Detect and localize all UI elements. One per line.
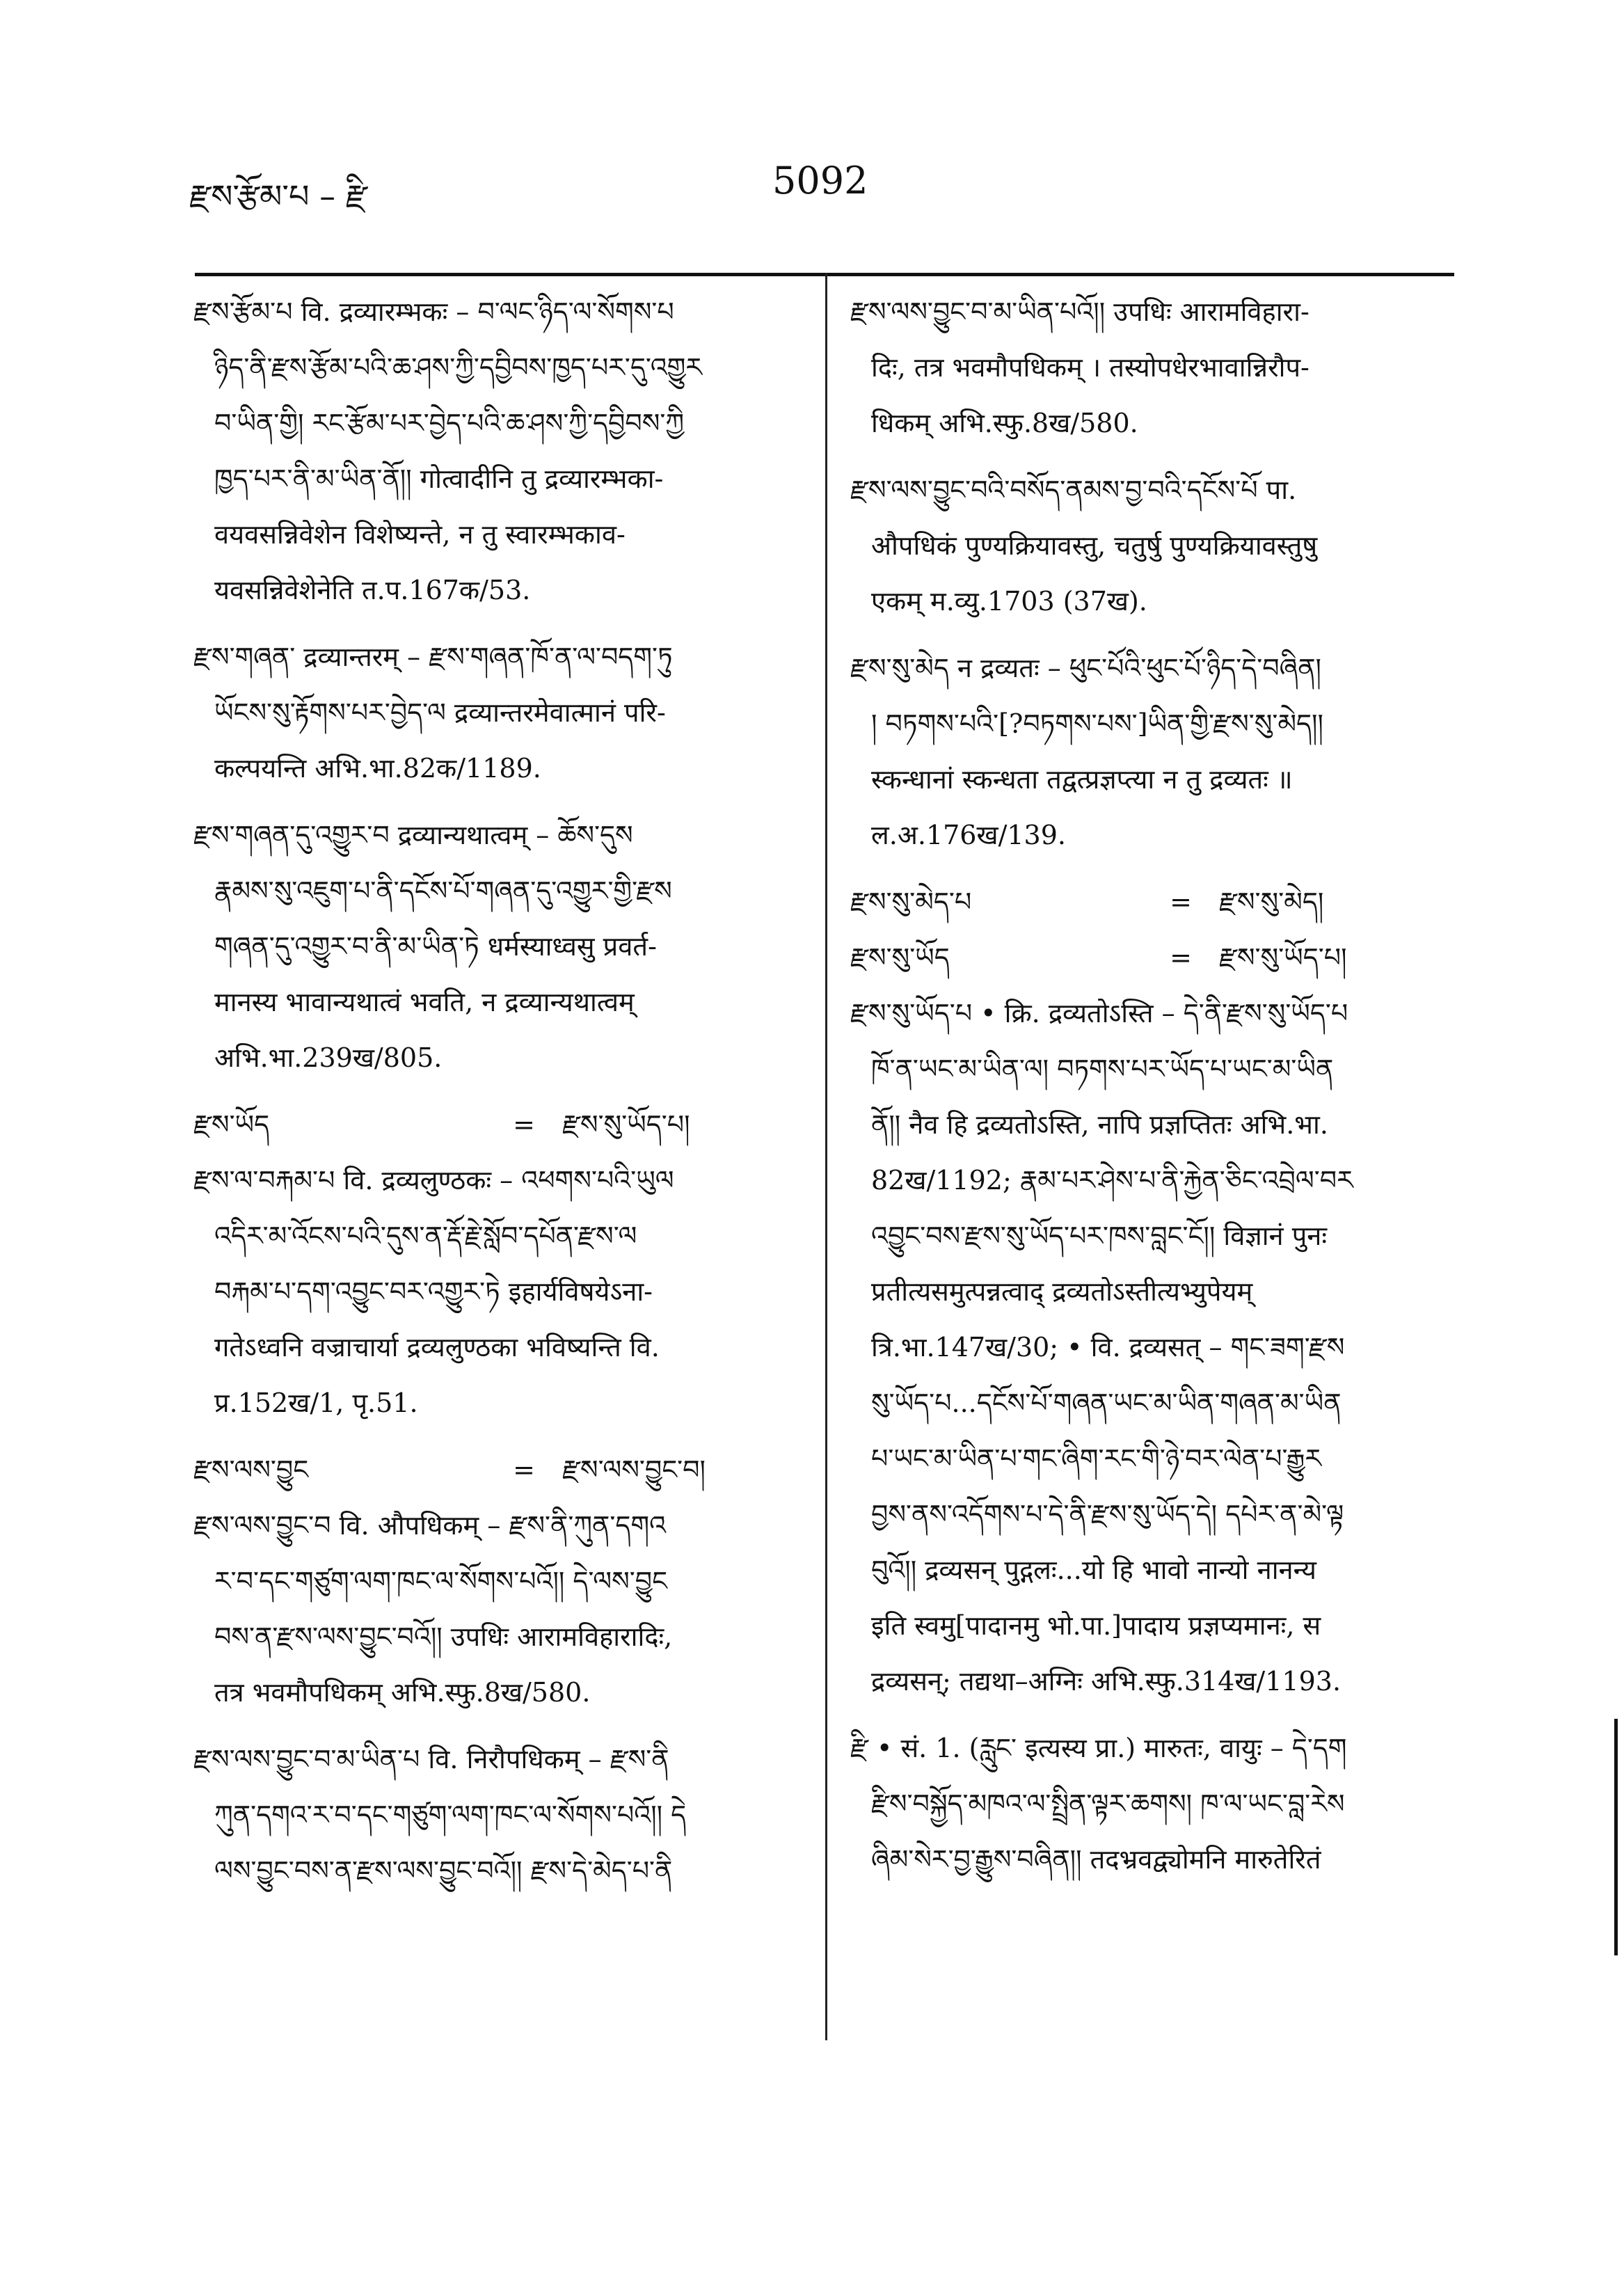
entry-line: ཀུན་དགའ་ར་བ་དང་གཙུག་ལག་ཁང་ལ་སོགས་པའོ།། དེ [214, 1800, 687, 1830]
xref-target: རྫས་སུ་མེད། [1219, 887, 1324, 917]
xref-target: རྫས་སུ་ཡོད་པ། [1219, 942, 1347, 973]
entry-line: द्रव्यसन्; तद्यथा–अग्निः अभि.स्फु.314ख/1193. [871, 1666, 1342, 1697]
dictionary-entry [193, 284, 806, 618]
entry-headline: རྫས་ལ་བརྐམ་པ वि. द्रव्यलुण्ठकः – འཕགས་པའི་ཡུལ [193, 1165, 674, 1196]
entry-line: བུའོ།། द्रव्यसन् पुद्गलः...यो हि भावो नान्यो नानन्य [871, 1555, 1316, 1585]
dictionary-entry [850, 462, 1463, 629]
xref-target: རྫས་སུ་ཡོད་པ། [562, 1109, 690, 1140]
entry-line: ཁྱད་པར་ནི་མ་ཡིན་ནོ།། गोत्वादीनि तु द्रव्यारम्भका- [214, 463, 664, 494]
entry-headline: རྫས་གཞན་ द्रव्यान्तरम् – རྫས་གཞན་ཁོ་ན་ལ་བདག་ཏུ [193, 642, 673, 672]
dictionary-entry [193, 1498, 806, 1720]
dictionary-entry [850, 1720, 1463, 1887]
entry-line: दिः, तत्र भवमौपधिकम् । तस्योपधेरभावान्निरौप- [871, 352, 1309, 383]
entry-line: འདིར་མ་འོངས་པའི་དུས་ན་རྡོ་རྗེ་སློབ་དཔོན་རྫས་ལ [214, 1221, 637, 1251]
entry-line: ར་བ་དང་གཙུག་ལག་ཁང་ལ་སོགས་པའོ།། དེ་ལས་བྱུང [214, 1566, 668, 1596]
entry-line: गतेऽध्वनि वज्राचार्या द्रव्यलुण्ठका भविष्यन्ति वि. [214, 1332, 660, 1363]
dictionary-entry [850, 985, 1463, 1709]
xref-target: རྫས་ལས་བྱུང་བ། [562, 1454, 706, 1485]
entry-line: འབྱུང་བས་རྫས་སུ་ཡོད་པར་ཁས་བླང་ངོ།། विज्ञानं पुनः [871, 1221, 1328, 1251]
entry-line: ལས་བྱུང་བས་ན་རྫས་ལས་བྱུང་བའོ།། རྫས་དེ་མེད་པ་ནི [214, 1855, 673, 1886]
entry-line: གཞན་དུ་འགྱུར་བ་ནི་མ་ཡིན་ཏེ धर्मस्याध्वसु प्रवर्त- [214, 931, 657, 962]
entry-line: སུ་ཡོད་པ...དངོས་པོ་གཞན་ཡང་མ་ཡིན་གཞན་མ་ཡིན [871, 1388, 1342, 1418]
header-rule [195, 273, 1454, 276]
cross-reference-entry [850, 874, 1463, 930]
xref-equals: = [513, 1454, 535, 1485]
entry-line: ། བཏགས་པའི་[?བཏགས་པས་]ཡིན་གྱི་རྫས་སུ་མེད།། [871, 708, 1323, 739]
page-number: 5092 [772, 159, 868, 203]
entry-line: ནོ།། नैव हि द्रव्यतोऽस्ति, नापि प्रज्ञप्तितः अभि.भा. [871, 1109, 1328, 1140]
entry-line: धिकम् अभि.स्फु.8ख/580. [871, 408, 1138, 438]
entry-line: वयवसन्निवेशेन विशेष्यन्ते, न तु स्वारम्भकाव- [214, 519, 626, 550]
entry-line: བརྐམ་པ་དག་འབྱུང་བར་འགྱུར་ཏེ इहार्यविषयेऽना- [214, 1276, 653, 1307]
entry-headline: རྫས་གཞན་དུ་འགྱུར་བ द्रव्यान्यथात्वम् – ཆོས་དུས [193, 820, 633, 850]
entry-line: त्रि.भा.147ख/30; • वि. द्रव्यसत् – གང་ཟག་རྫས [871, 1332, 1345, 1363]
entry-headline: རྫི • सं. 1. (རླུང་ इत्यस्य प्रा.) मारुतः, वायुः – དེ་དག [850, 1733, 1347, 1763]
entry-line: प्र.152ख/1, पृ.51. [214, 1388, 418, 1418]
dictionary-entry [193, 629, 806, 796]
xref-term: རྫས་སུ་མེད་པ [850, 887, 972, 917]
dictionary-entry [850, 640, 1463, 863]
entry-line: ཞིམ་སེར་བྱ་རྒྱུས་བཞིན།། तदभ्रवद्व्योमनि मारुतेरितं [871, 1844, 1321, 1875]
entry-line: स्कन्धानां स्कन्धता तद्वत्प्रज्ञप्त्या न तु द्रव्यतः ॥ [871, 764, 1293, 795]
entry-line: རྫིས་བསྐྱོད་མཁའ་ལ་སྤྲིན་ལྟར་ཆགས། ཁ་ལ་ཡང་བླ་རེས [871, 1788, 1345, 1819]
entry-line: प्रतीत्यसमुत्पन्नत्वाद् द्रव्यतोऽस्तीत्यभ्युपेयम् [871, 1276, 1253, 1307]
entry-headline: རྫས་ལས་བྱུང་བའི་བསོད་ནམས་བྱ་བའི་དངོས་པོ पा. [850, 475, 1297, 505]
column-divider [825, 273, 827, 2040]
entry-line: अभि.भा.239ख/805. [214, 1042, 443, 1073]
entry-line: ल.अ.176ख/139. [871, 820, 1066, 850]
header-headword-range: རྫས་རྩོམ་པ – རྫི [189, 177, 368, 215]
entry-line: औपधिकं पुण्यक्रियावस्तु, चतुर्षु पुण्यक्रियावस्तुषु [871, 530, 1318, 561]
xref-equals: = [513, 1109, 535, 1140]
dictionary-entry [193, 1731, 806, 1898]
entry-line: པ་ཡང་མ་ཡིན་པ་གང་ཞིག་རང་གི་ཉེ་བར་ལེན་པ་རྒྱུར [871, 1443, 1322, 1474]
entry-headline: རྫས་ལས་བྱུང་བ वि. औपधिकम् – རྫས་ནི་ཀུན་དགའ [193, 1510, 667, 1541]
entry-headline: རྫས་སུ་མེད न द्रव्यतः – ཕུང་པོའི་ཕུང་པོ་ཉིད་དེ་བཞིན། [850, 653, 1321, 683]
entry-line: तत्र भवमौपधिकम् अभि.स्फु.8ख/580. [214, 1677, 591, 1708]
dictionary-entry [850, 284, 1463, 451]
left-column [193, 284, 806, 1909]
entry-headline: རྫས་རྩོམ་པ वि. द्रव्यारम्भकः – བ་ལང་ཉིད་ལ་སོགས་པ [193, 296, 674, 327]
right-column [850, 284, 1463, 1898]
entry-line: मानस्य भावान्यथात्वं भवति, न द्रव्यान्यथात्वम् [214, 987, 635, 1017]
dictionary-entry [193, 807, 806, 1086]
entry-line: 82ख/1192; རྣམ་པར་ཤེས་པ་ནི་རྐྱེན་ཅིང་འབྲེལ་བར [871, 1165, 1353, 1196]
entry-line: བས་ན་རྫས་ལས་བྱུང་བའོ།། उपधिः आरामविहारादिः, [214, 1621, 673, 1652]
entry-line: यवसन्निवेशेनेति त.प.167क/53. [214, 575, 531, 605]
xref-term: རྫས་ཡོད [193, 1109, 270, 1140]
entry-line: ཉིད་ནི་རྫས་རྩོམ་པའི་ཆ་ཤས་ཀྱི་དབྱིབས་ཁྱད་པར་དུ་འགྱུར [214, 352, 703, 383]
dictionary-entry [193, 1152, 806, 1431]
cross-reference-entry [193, 1097, 806, 1152]
entry-line: इति स्वमु[पादानमु भो.पा.]पादाय प्रज्ञप्यमानः, स [871, 1610, 1321, 1641]
entry-headline: རྫས་ལས་བྱུང་བ་མ་ཡིན་པ वि. निरौपधिकम् – རྫས་ནི [193, 1744, 669, 1774]
xref-equals: = [1170, 942, 1192, 973]
entry-line: एकम् म.व्यु.1703 (37ख). [871, 586, 1147, 617]
cross-reference-entry [850, 930, 1463, 985]
xref-equals: = [1170, 887, 1192, 917]
xref-term: རྫས་ལས་བྱུང [193, 1454, 309, 1485]
entry-headline: རྫས་སུ་ཡོད་པ • क्रि. द्रव्यतोऽस्ति – དེ་ནི་རྫས་སུ་ཡོད་པ [850, 998, 1348, 1029]
entry-line: བ་ཡིན་གྱི། རང་རྩོམ་པར་བྱེད་པའི་ཆ་ཤས་ཀྱི་དབྱིབས་ཀྱི [214, 408, 685, 438]
entry-line: ཡོངས་སུ་རྟོགས་པར་བྱེད་ལ द्रव्यान्तरमेवात्मानं परि- [214, 697, 666, 728]
cross-reference-entry [193, 1442, 806, 1498]
xref-term: རྫས་སུ་ཡོད [850, 942, 950, 973]
entry-line: རྣམས་སུ་འཇུག་པ་ནི་དངོས་པོ་གཞན་དུ་འགྱུར་གྱི་རྫས [214, 875, 672, 906]
entry-line: བྱས་ནས་འདོགས་པ་དེ་ནི་རྫས་སུ་ཡོད་དེ། དཔེར་ན་མེ་ལྟ [871, 1499, 1344, 1530]
entry-line: ཁོ་ན་ཡང་མ་ཡིན་ལ། བཏགས་པར་ཡོད་པ་ཡང་མ་ཡིན [871, 1054, 1334, 1084]
page-edge-mark [1614, 1719, 1618, 1955]
entry-line: कल्पयन्ति अभि.भा.82क/1189. [214, 753, 541, 784]
entry-headline: རྫས་ལས་བྱུང་བ་མ་ཡིན་པའོ།། उपधिः आरामविहारा- [850, 296, 1309, 327]
